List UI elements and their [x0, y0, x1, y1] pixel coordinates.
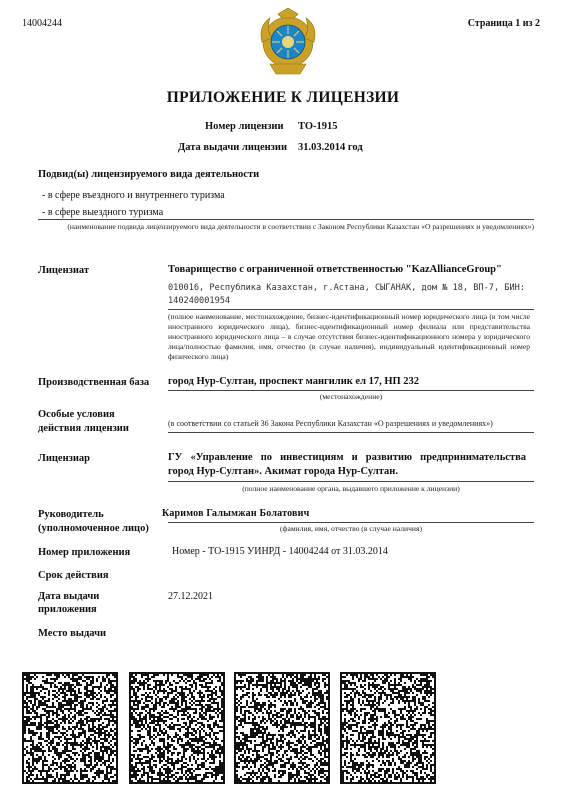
qr-code-2: [129, 672, 225, 784]
licensee-label: Лицензиат: [38, 265, 90, 276]
licensor-value: ГУ «Управление по инвестициям и развитию предпринимательства: [168, 452, 526, 463]
head-label: (уполномоченное лицо): [38, 523, 149, 534]
place-label: Место выдачи: [38, 628, 107, 639]
production-base-value: город Нур-Султан, проспект мангилик ел 17, НП 232: [168, 376, 420, 387]
production-base-note: (местонахождение): [319, 392, 383, 401]
production-base-label: Производственная база: [38, 377, 150, 388]
qr-code-1: [22, 672, 118, 784]
licensor-underline: [168, 481, 534, 482]
licensee-address: 010016, Республика Казахстан, г.Астана, СЫГАНАК, дом № 18, ВП-7, БИН:: [168, 283, 525, 293]
qr-code-3: [234, 672, 330, 784]
licensee-underline: [168, 309, 534, 310]
license-number-value: ТО-1915: [298, 121, 338, 132]
special-conditions-label: Особые условия: [38, 409, 115, 420]
appendix-number-value: Номер - ТО-1915 УИНРД - 14004244 от 31.03.2014: [172, 546, 388, 557]
appendix-number-label: Номер приложения: [38, 547, 131, 558]
qr-code-4: [340, 672, 436, 784]
head-underline: [168, 522, 534, 523]
page-title: ПРИЛОЖЕНИЕ К ЛИЦЕНЗИИ: [166, 89, 400, 106]
appendix-date-label: Дата выдачи: [38, 591, 100, 602]
issue-date-value: 31.03.2014 год: [298, 142, 363, 153]
subtype-item: - в сфере выездного туризма: [42, 207, 164, 218]
head-value: Каримов Галымжан Болатович: [162, 508, 310, 519]
validity-label: Срок действия: [38, 570, 109, 581]
page-indicator: Страница 1 из 2: [467, 18, 540, 29]
head-label: Руководитель: [38, 509, 104, 520]
subtypes-heading: Подвид(ы) лицензируемого вида деятельности: [38, 169, 260, 180]
licensor-label: Лицензиар: [38, 453, 90, 464]
document-number: 14004244: [22, 18, 62, 29]
licensor-value: город Нур-Султан». Акимат города Нур-Султан.: [168, 466, 398, 477]
license-number-label: Номер лицензии: [205, 121, 284, 132]
appendix-date-label: приложения: [38, 604, 97, 615]
special-conditions-value: (в соответствии со статьей 36 Закона Республики Казахстан «О разрешениях и уведомлениях»): [168, 419, 493, 428]
head-note: (фамилия, имя, отчество (в случае наличия): [280, 524, 422, 533]
licensee-name: Товарищество с ограниченной ответственностью "KazAllianceGroup": [168, 264, 502, 275]
special-conditions-underline: [168, 432, 534, 433]
licensee-note: (полное наименование, местонахождение, бизнес-идентификационный номер юридического лица (в том числе иностранного юридического лица), бизнес-идентификационный номер филиала или представительства иностранного юридического лица – в случае отсутствия бизнес-идентификационного номера у юридического лица/полностью фамилия, имя, отчество (в случае наличия), индивидуальный идентификационный номер физического лица): [168, 312, 530, 361]
appendix-date-value: 27.12.2021: [168, 591, 213, 602]
special-conditions-label: действия лицензии: [38, 423, 129, 434]
licensee-bin: 140240001954: [168, 296, 231, 306]
licensor-note: (полное наименование органа, выдавшего приложение к лицензии): [242, 484, 460, 493]
issue-date-label: Дата выдачи лицензии: [178, 142, 287, 153]
subtypes-underline: [38, 219, 534, 220]
subtype-item: - в сфере въездного и внутреннего туризма: [42, 190, 225, 201]
state-emblem-icon: [256, 8, 320, 80]
subtypes-note: (наименование подвида лицензируемого вида деятельности в соответствии с Законом Республики Казахстан «О разрешениях и уведомлениях»): [67, 222, 534, 231]
production-base-underline: [168, 390, 534, 391]
